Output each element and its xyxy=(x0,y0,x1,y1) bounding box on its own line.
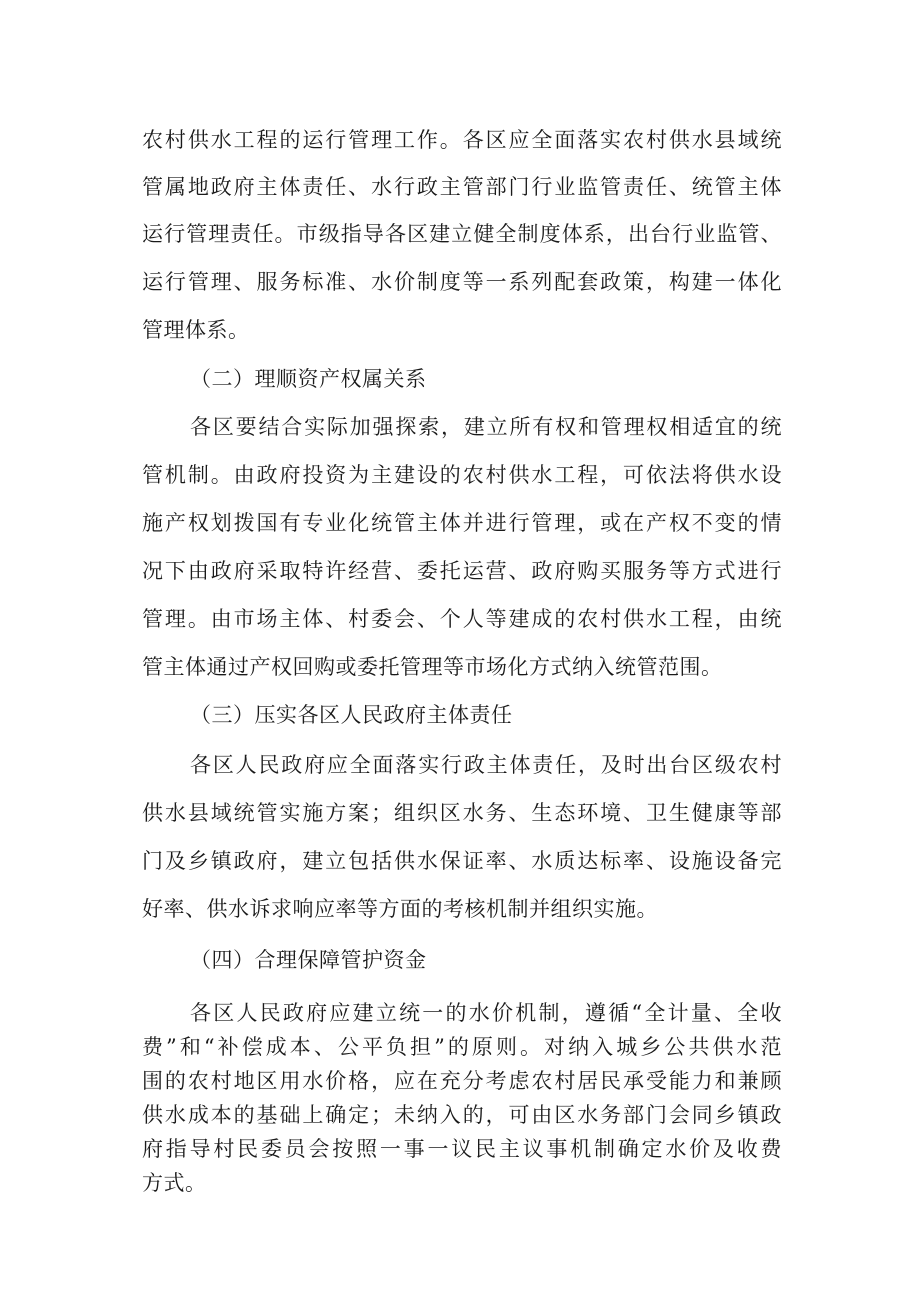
paragraph-line: 供水成本的基础上确定；未纳入的，可由区水务部门会同乡镇政 xyxy=(142,1103,782,1127)
paragraph-line: 农村供水工程的运行管理工作。各区应全面落实农村供水县域统 xyxy=(142,128,782,152)
paragraph-line: 供水县域统管实施方案；组织区水务、生态环境、卫生健康等部 xyxy=(142,801,782,825)
paragraph-line: 管理体系。 xyxy=(142,318,250,342)
paragraph-line: 运行管理责任。市级指导各区建立健全制度体系，出台行业监管、 xyxy=(142,222,782,246)
paragraph-line: 管理。由市场主体、村委会、个人等建成的农村供水工程，由统 xyxy=(142,607,782,631)
section-heading: （三）压实各区人民政府主体责任 xyxy=(190,703,513,727)
paragraph-line: 方式。 xyxy=(142,1171,207,1195)
paragraph-line: 况下由政府采取特许经营、委托运营、政府购买服务等方式进行 xyxy=(142,559,782,583)
paragraph-line: 管机制。由政府投资为主建设的农村供水工程，可依法将供水设 xyxy=(142,463,782,487)
paragraph-line: 运行管理、服务标准、水价制度等一系列配套政策，构建一体化 xyxy=(142,270,782,294)
paragraph-line: 费”和“补偿成本、公平负担”的原则。对纳入城乡公共供水范 xyxy=(142,1035,782,1059)
paragraph-line: 门及乡镇政府，建立包括供水保证率、水质达标率、设施设备完 xyxy=(142,849,782,873)
section-heading: （四）合理保障管护资金 xyxy=(190,948,427,972)
paragraph-line: 府指导村民委员会按照一事一议民主议事机制确定水价及收费 xyxy=(142,1137,782,1161)
paragraph-line: 各区人民政府应建立统一的水价机制，遵循“全计量、全收 xyxy=(190,1001,782,1025)
paragraph-line: 各区人民政府应全面落实行政主体责任，及时出台区级农村 xyxy=(190,753,782,777)
paragraph-line: 管属地政府主体责任、水行政主管部门行业监管责任、统管主体 xyxy=(142,175,782,199)
paragraph-line: 管主体通过产权回购或委托管理等市场化方式纳入统管范围。 xyxy=(142,655,723,679)
paragraph-line: 围的农村地区用水价格，应在充分考虑农村居民承受能力和兼顾 xyxy=(142,1069,782,1093)
section-heading: （二）理顺资产权属关系 xyxy=(190,367,427,391)
paragraph-line: 好率、供水诉求响应率等方面的考核机制并组织实施。 xyxy=(142,897,658,921)
paragraph-line: 各区要结合实际加强探索，建立所有权和管理权相适宜的统 xyxy=(190,415,782,439)
paragraph-line: 施产权划拨国有专业化统管主体并进行管理，或在产权不变的情 xyxy=(142,511,782,535)
